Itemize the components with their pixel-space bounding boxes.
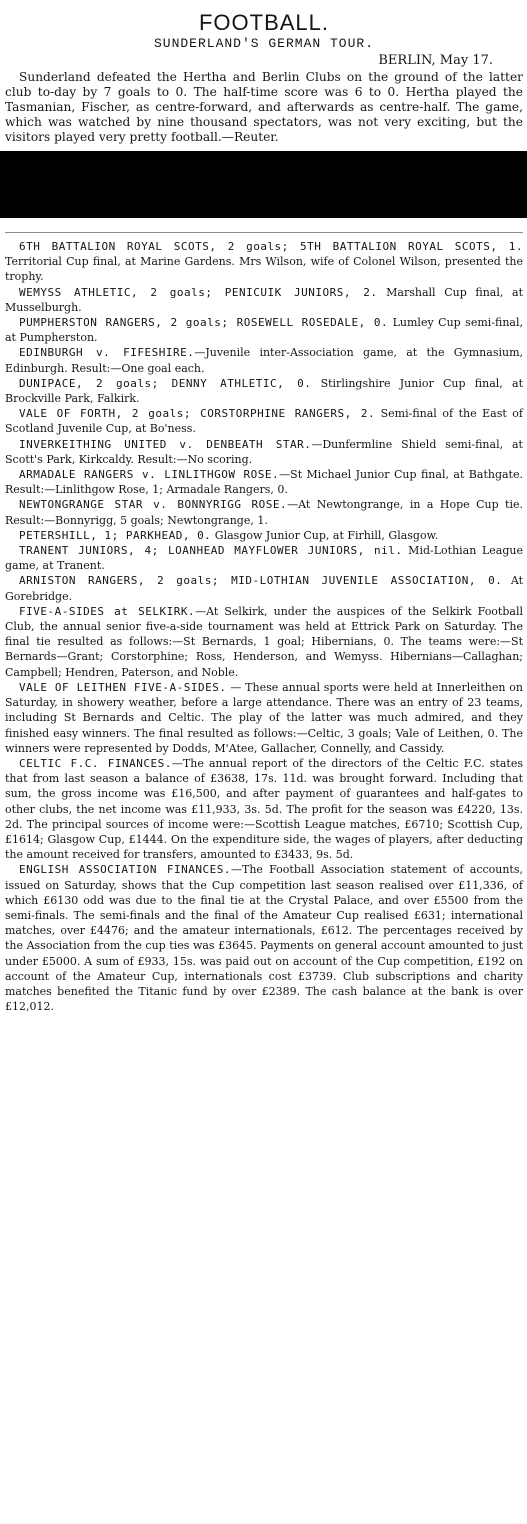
list-item: PETERSHILL, 1; PARKHEAD, 0. Glasgow Junior Cup, at Firhill, Glasgow. <box>19 528 439 542</box>
article-subtitle: SUNDERLAND'S GERMAN TOUR. <box>153 36 375 51</box>
list-item: DUNIPACE, 2 goals; DENNY ATHLETIC, 0. Stirlingshire Junior Cup final, at Brockville Park, Falkirk. <box>5 376 523 406</box>
list-item: 6TH BATTALION ROYAL SCOTS, 2 goals; 5TH BATTALION ROYAL SCOTS, 1. Territorial Cup final, at Marine Gardens. Mrs Wilson, wife of Colonel Wilson, presented the trophy. <box>5 240 523 284</box>
list-item: EDINBURGH v. FIFESHIRE.—Juvenile inter-Association game, at the Gymnasium, Edinburgh. Result:—One goal each. <box>5 346 523 375</box>
list-item: NEWTONGRANGE STAR v. BONNYRIGG ROSE.—At Newtongrange, in a Hope Cup tie. Result:—Bonnyrigg, 5 goals; Newtongrange, 1. <box>5 498 523 527</box>
list-item: VALE OF FORTH, 2 goals; CORSTORPHINE RANGERS, 2. Semi-final of the East of Scotland Juvenile Cup, at Bo'ness. <box>5 407 523 436</box>
newspaper-clipping <box>0 10 527 1524</box>
list-item: ENGLISH ASSOCIATION FINANCES.—The Football Association statement of accounts, issued on Saturday, shows that the Cup competition last season realised over £11,336, of which £6130 odd was due to the final tie at the Crystal Palace, and over £5500 from the semi-finals. The semi-finals and the final of the Amateur Cup realised £631; international matches, over £4476; and the amateur internationals, £612. The percentages received by the Association from the cup ties was £3645. Payments on general account amounted to just under £5000. A sum of £933, 15s. was paid out on account of the Cup competition, £192 on account of the Amateur Cup, internationals cost £3739. Club subscriptions and charity matches benefited the Titanic fund by over £2389. The cash balance at the bank is over £12,012. <box>5 863 523 1014</box>
list-item: FIVE-A-SIDES at SELKIRK.—At Selkirk, under the auspices of the Selkirk Football Club, the annual senior five-a-side tournament was held at Ettrick Park on Saturday. The final tie resulted as follows:—St Bernards, 1 goal; Hibernians, 0. The teams were:—St Bernards—Grant; Corstorphine; Ross, Henderson, and Wemyss. Hibernians—Callaghan; Campbell; Hendren, Paterson, and Noble. <box>5 604 523 679</box>
redaction-block <box>0 151 527 218</box>
list-item: VALE OF LEITHEN FIVE-A-SIDES. — These annual sports were held at Innerleithen on Saturday, in showery weather, before a large attendance. There was an entry of 23 teams, including St Bernards and Celtic. The play of the latter was much admired, and they finished easy winners. The final resulted as follows:—Celtic, 3 goals; Vale of Leithen, 0. The winners were represented by Dodds, M'Atee, Gallacher, Connelly, and Cassidy. <box>5 680 523 755</box>
list-item: ARMADALE RANGERS v. LINLITHGOW ROSE.—St Michael Junior Cup final, at Bathgate. Result:—Linlithgow Rose, 1; Armadale Rangers, 0. <box>5 468 523 497</box>
list-item: INVERKEITHING UNITED v. DENBEATH STAR.—Dunfermline Shield semi-final, at Scott's Park, Kirkcaldy. Result:—No scoring. <box>5 437 523 466</box>
page-title: FOOTBALL. <box>198 10 330 35</box>
article-header <box>5 10 523 52</box>
list-item: TRANENT JUNIORS, 4; LOANHEAD MAYFLOWER JUNIORS, nil. Mid-Lothian League game, at Tranent. <box>5 544 524 573</box>
section-divider <box>5 232 523 233</box>
lead-paragraph: Sunderland defeated the Hertha and Berlin Clubs on the ground of the latter club to-day by 7 goals to 0. The half-time score was 6 to 0. Hertha played the Tasmanian, Fischer, as centre-forward, and afterwards as centre-half. The game, which was watched by nine thousand spectators, was not very exciting, but the visitors played very pretty football.—Reuter. <box>5 70 523 144</box>
list-item: ARNISTON RANGERS, 2 goals; MID-LOTHIAN JUVENILE ASSOCIATION, 0. At Gorebridge. <box>5 574 523 603</box>
results-list <box>5 239 523 1014</box>
dateline: BERLIN, May 17. <box>378 53 493 68</box>
list-item: CELTIC F.C. FINANCES.—The annual report of the directors of the Celtic F.C. states that from last season a balance of £3638, 17s. 11d. was brought forward. Including that sum, the gross income was £16,500, and after payment of guarantees and half-gates to other clubs, the net income was £11,933, 3s. 5d. The profit for the season was £4220, 13s. 2d. The principal sources of income were:—Scottish League matches, £6710; Scottish Cup, £1614; Glasgow Cup, £1444. On the expenditure side, the wages of players, after deducting the amount received for transfers, amounted to £3433, 9s. 5d. <box>5 756 523 862</box>
list-item: PUMPHERSTON RANGERS, 2 goals; ROSEWELL ROSEDALE, 0. Lumley Cup semi-final, at Pumpherston. <box>5 316 523 345</box>
list-item: WEMYSS ATHLETIC, 2 goals; PENICUIK JUNIORS, 2. Marshall Cup final, at Musselburgh. <box>5 285 524 314</box>
